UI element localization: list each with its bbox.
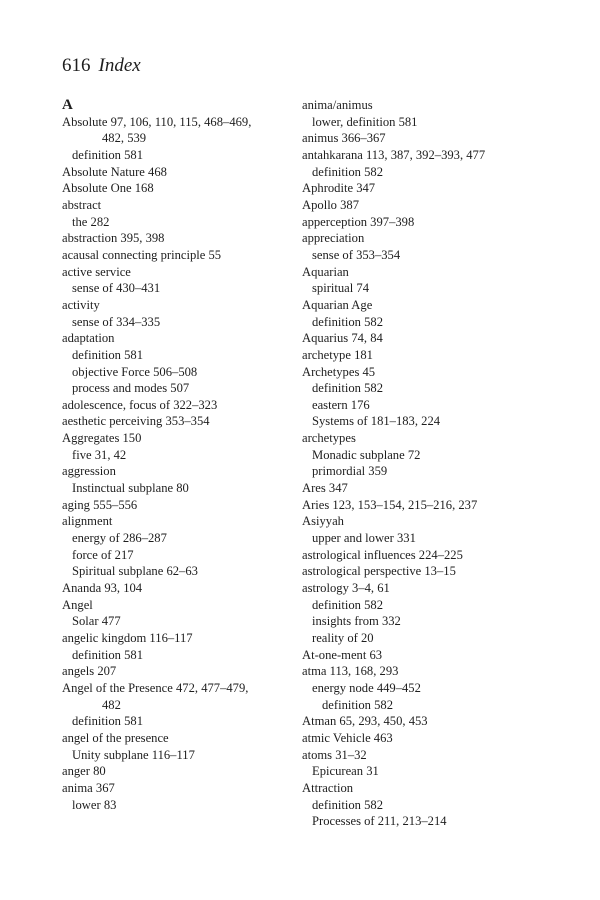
index-entry: angelic kingdom 116–117 xyxy=(62,631,193,645)
index-subentry: the 282 xyxy=(72,214,110,229)
index-entry: Absolute 97, 106, 110, 115, 468–469, xyxy=(62,114,252,129)
index-subentry: spiritual 74 xyxy=(312,281,370,296)
index-entry: atmic Vehicle 463 xyxy=(302,730,393,745)
index-subentry: Unity subplane 116–117 xyxy=(72,747,195,762)
index-entry: Aphrodite 347 xyxy=(302,181,376,196)
index-entry: astrology 3–4, 61 xyxy=(302,581,390,596)
index-entry: Absolute One 168 xyxy=(62,181,154,196)
index-subentry: lower, definition 581 xyxy=(312,114,418,129)
index-entry: Angel of the Presence 472, 477–479, xyxy=(62,680,249,695)
index-subentry: upper and lower 331 xyxy=(312,531,416,546)
index-subentry: eastern 176 xyxy=(312,397,370,412)
index-entry: alignment xyxy=(62,514,113,529)
index-subentry: energy of 286–287 xyxy=(72,531,167,546)
page-number: 616 xyxy=(62,55,91,76)
index-subentry: Epicurean 31 xyxy=(312,764,379,779)
index-subentry: five 31, 42 xyxy=(72,447,127,462)
index-entry: astrological perspective 13–15 xyxy=(302,564,456,579)
index-entry: aggression xyxy=(62,464,116,479)
index-entry: aging 555–556 xyxy=(62,497,138,512)
index-subentry: 482 xyxy=(102,697,121,712)
page-title: Index xyxy=(98,55,141,76)
index-entry: Aquarian xyxy=(302,264,349,279)
index-entry: anger 80 xyxy=(62,764,106,779)
index-entry: anima/animus xyxy=(302,98,373,112)
index-subentry: definition 582 xyxy=(312,164,384,179)
index-entry: animus 366–367 xyxy=(302,131,386,146)
index-subentry: 482, 539 xyxy=(102,131,147,146)
index-subentry: primordial 359 xyxy=(312,464,388,479)
index-subentry: Systems of 181–183, 224 xyxy=(312,414,441,429)
section-letter: A xyxy=(62,97,73,113)
index-entry: aesthetic perceiving 353–354 xyxy=(62,414,210,429)
index-entry: activity xyxy=(62,297,100,312)
index-entry: antahkarana 113, 387, 392–393, 477 xyxy=(302,147,486,162)
index-subentry: definition 581 xyxy=(72,714,144,729)
page-header xyxy=(62,54,141,78)
index-subentry: force of 217 xyxy=(72,547,134,562)
index-subentry: definition 581 xyxy=(72,647,144,662)
index-entry: archetype 181 xyxy=(302,347,373,362)
index-subentry: Instinctual subplane 80 xyxy=(72,481,189,496)
index-column-right xyxy=(302,97,540,830)
index-subentry: objective Force 506–508 xyxy=(72,364,198,379)
index-entry: apperception 397–398 xyxy=(302,214,415,229)
index-entry: Archetypes 45 xyxy=(302,364,376,379)
index-subentry: Spiritual subplane 62–63 xyxy=(72,564,198,579)
index-subentry: Monadic subplane 72 xyxy=(312,447,421,462)
index-entry: Aggregates 150 xyxy=(62,431,142,446)
index-entry: archetypes xyxy=(302,431,356,446)
index-entry: angel of the presence xyxy=(62,730,169,745)
index-subentry: Solar 477 xyxy=(72,614,121,629)
index-entry: acausal connecting principle 55 xyxy=(62,247,222,262)
index-entry: Apollo 387 xyxy=(302,197,360,212)
index-subentry: insights from 332 xyxy=(312,614,401,629)
index-entry: Angel xyxy=(62,597,93,612)
index-entry: astrological influences 224–225 xyxy=(302,547,463,562)
index-entry: Aries 123, 153–154, 215–216, 237 xyxy=(302,497,478,512)
index-entry: Atman 65, 293, 450, 453 xyxy=(302,714,428,729)
index-subentry: definition 582 xyxy=(312,381,384,396)
index-subentry: energy node 449–452 xyxy=(312,680,421,695)
index-subentry: definition 581 xyxy=(72,147,144,162)
index-entry: adolescence, focus of 322–323 xyxy=(62,397,218,412)
index-entry: Aquarian Age xyxy=(302,297,373,312)
index-subentry: definition 581 xyxy=(72,347,144,362)
index-column-left xyxy=(62,97,290,813)
index-entry: atoms 31–32 xyxy=(302,747,367,762)
index-entry: anima 367 xyxy=(62,780,115,795)
index-subentry: definition 582 xyxy=(312,797,384,812)
index-subentry: sense of 353–354 xyxy=(312,247,401,262)
index-subentry: definition 582 xyxy=(322,697,394,712)
index-subentry: Processes of 211, 213–214 xyxy=(312,814,447,829)
index-entry: Asiyyah xyxy=(302,514,344,529)
index-subentry: sense of 334–335 xyxy=(72,314,161,329)
index-entry: Ananda 93, 104 xyxy=(62,581,143,596)
index-entry: adaptation xyxy=(62,331,115,346)
index-entry: appreciation xyxy=(302,231,365,246)
index-subentry: definition 582 xyxy=(312,314,384,329)
index-subentry: process and modes 507 xyxy=(72,381,190,396)
index-entry: At-one-ment 63 xyxy=(302,647,383,662)
index-subentry: definition 582 xyxy=(312,597,384,612)
index-entry: Aquarius 74, 84 xyxy=(302,331,383,346)
index-entry: active service xyxy=(62,264,131,279)
index-subentry: sense of 430–431 xyxy=(72,281,161,296)
index-entry: Attraction xyxy=(302,780,354,795)
index-entry: angels 207 xyxy=(62,664,117,679)
index-entry: abstraction 395, 398 xyxy=(62,231,165,246)
index-entry: Absolute Nature 468 xyxy=(62,164,167,179)
index-entry: abstract xyxy=(62,197,102,212)
index-subentry: lower 83 xyxy=(72,797,117,812)
index-entry: Ares 347 xyxy=(302,481,348,496)
index-entry: atma 113, 168, 293 xyxy=(302,664,399,679)
index-subentry: reality of 20 xyxy=(312,631,374,645)
